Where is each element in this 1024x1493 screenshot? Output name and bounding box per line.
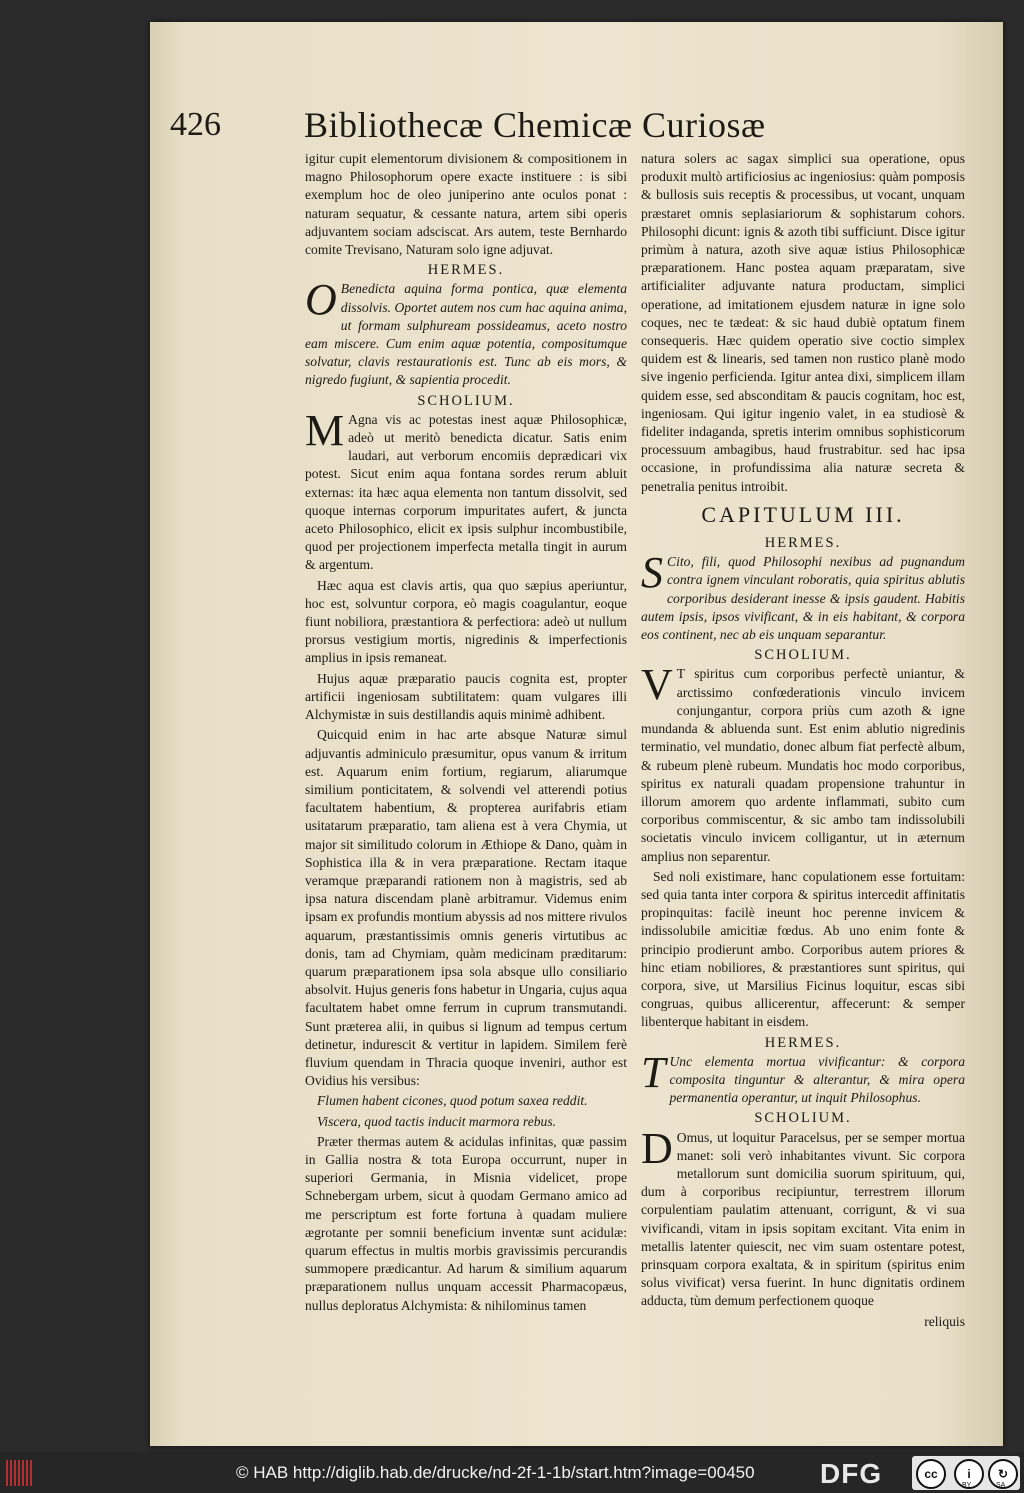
running-title: Bibliothecæ Chemicæ Curiosæ [304, 105, 766, 145]
section-heading: SCHOLIUM. [754, 1110, 852, 1127]
scholium-paragraph: V T spiritus cum corporibus perfectè uniantur, & arctissimo confœderationis vinculo invicem conjungantur, corpora priùs cum azoth & igne mundanda & abluenda sunt. Est enim ablutio nigredinis terminatio, vel mundatio, donec album fiat perfectè album, & rubeum plenè rubeum. Mundatis hoc modo corporibus, spiritus ex naturali quadam propensione trahuntur in illorum amorem quo ardente inflammati, subito cum corporibus commiscentur, & sic ambo tam indissolubili societatis vinculo invicem colligantur, ut in æternum amplius non separentur. [641, 660, 965, 864]
drop-cap: O [305, 275, 337, 325]
hermes-quote: S Cito, fili, quod Philosophi nexibus ad pugnandum contra ignem vinculant roboratis, quia spiritus ablutis corporibus desiderant inesse & ipsis gaudent. Habitis autem ipsis, ipsos vivificant, & in eis habitant, & corpora eos continent, nec ab eis unquam separantur. [641, 548, 965, 643]
copyright-link[interactable]: © HAB http://diglib.hab.de/drucke/nd-2f-1-1b/start.htm?image=00450 [236, 1463, 755, 1482]
cc-icon: cc [916, 1459, 946, 1489]
share-alike-icon: ↻ [988, 1459, 1018, 1489]
scholium-paragraph: D Omus, ut loquitur Paracelsus, per se semper mortua manet: soli verò inhabitantes vivunt. Sic corpora metallorum sunt domicilia suorum spirituum, qui, dum à corporibus recipiuntur, terrestrem illorum corpulentiam paulatim attenuant, corrigunt, & vi sua vivificandi, vitam in ipsis sopitam excitant. Vita enim in metallis latenter quiescit, nec vim suam ostentare potest, prinsquam corpora exaltata, & in spiritum (spiritus enim solus vivificat) versa fuerint. In hunc dignitatis ordinem adducta, tùm demum perfectionem quoque [641, 1123, 965, 1309]
drop-cap: M [305, 405, 345, 455]
verse-line: Viscera, quod tactis inducit marmora rebus. [317, 1113, 557, 1129]
paragraph: Præter thermas autem & acidulas infinitas, quæ passim in Gallia nostra & tota Europa occurrunt, nuper in superiori Germania, in Misnia videlicet, prope Schnebergam urbem, sicut à quodam Germano amico ad me perscriptum est forte fortuna à quadam muliere ægrotante per somnii beneficium inventæ sunt acidulæ: quarum effectus in multis morbis gravissimis percurandis summopere prædicantur. Ad harum & similium aquarum præparationem nullus unquam accessit Pharmacopæus, nullus deploratus Alchymista: & nihilominus tamen [305, 1133, 627, 1313]
running-head [170, 92, 830, 152]
section-heading: HERMES. [427, 262, 505, 279]
scholium-paragraph: M Agna vis ac potestas inest aquæ Philosophicæ, adeò ut meritò benedicta dicatur. Satis enim laudari, aut verborum encomiis deprædicari vix potest. Sicut enim aqua fontana sordes rerum abluit externas: ita hæc aqua elementa non tantum dissolvit, sed quoque internas corporum impuritates aufert, & juncta aceto Philosophico, elicit ex ipsis sulphur incombustibile, quod per projectionem imperfecta metalla tingit in aurum & argentum. [305, 405, 627, 573]
hermes-quote: T Unc elementa mortua vivificantur: & corpora composita tinguntur & alterantur, & mira opera permanentia operantur, ut inquit Philosophus. [641, 1047, 965, 1106]
dfg-logo-icon[interactable]: DFG [820, 1458, 883, 1489]
paragraph: Hæc aqua est clavis artis, qua quo sæpius aperiuntur, hoc est, solvuntur corpora, eò magis coagulantur, eoque fiunt nobiliora, præstantiora & perfectiora: adeò ut nullum prorsus vestigium mortis, nigredinis & imperfectionis amplius in ipsis remaneat. [305, 577, 627, 666]
hab-logo-icon[interactable] [6, 1460, 36, 1486]
section-heading: SCHOLIUM. [754, 647, 852, 664]
section-heading: HERMES. [764, 535, 842, 552]
verse-line: Flumen habent cicones, quod potum saxea reddit. [317, 1093, 588, 1109]
by-label: BY [962, 1482, 972, 1489]
catchword: reliquis [924, 1313, 965, 1329]
chapter-heading: CAPITULUM III. [701, 501, 905, 527]
hermes-quote: O Benedicta aquina forma pontica, quæ elementa dissolvis. Oportet autem nos cum hac aquina anima, ut formam sulphuream possideamus, aceto nostro eam miscere. Cum enim aquæ potentia, compositumque solvatur, clavis restaurationis est. Tunc ab eis mors, & nigredo fugiunt, & sapientia procedit. [305, 275, 627, 388]
paragraph: natura solers ac sagax simplici sua operatione, opus produxit multò artificiosius ac ingeniosius: quàm pomposis & bullosis suis receptis & processibus, ut vocant, unquam præstaret omnis seplasiariorum & sophistarum cohors. Philosophi dicunt: ignis & azoth tibi sufficiunt. Disce igitur primùm à natura, azoth sive aquæ istius Philosophicæ præparationem. Hanc postea aquam præparatam, sive artificialiter adjuvante natura productam, simplici operatione, ad imitationem ejusdem naturæ in igne solo coques, nec te tædeat: & sic haud dubiè optatum finem consequeris. Hæc quidem operatio sive coctio simplex quidem est & linearis, sed tamen non rustico planè modo sive ingenio perficienda. Igitur antea dixi, simplicem illam quidem esse, sed absconditam & paucis cognitam, hoc est, ingeniosam. Qui igitur ingenio valet, in ea studiosè & fideliter indaganda, spretis interim omnibus sophisticorum processuum ambagibus, haud frustrabitur. sed hac ipsa occasione, in profundissima alia naturæ secreta & penetralia penitus introibit. [641, 151, 965, 494]
left-column [305, 150, 627, 1317]
footer-bar [0, 1452, 1024, 1493]
paragraph: Sed noli existimare, hanc copulationem esse fortuitam: sed quia tanta inter corpora & spiritus intercedit affinitatis propinquitas: facilè ineunt hoc perenne invicem & indissolubile amicitiæ fœdus. Ab uno enim fonte & principio prodierunt ambo. Corporibus autem priores & hinc etiam nobiliores, & præstantiores sunt spiritus, qui corpora, sive, ut Marsilius Ficinus loquitur, escas sibi congruas, quibus allicerentur, affecerunt: & semper libenterque habitant in eisdem. [641, 868, 965, 1030]
drop-cap: T [641, 1047, 666, 1097]
paragraph: igitur cupit elementorum divisionem & compositionem in magno Philosophorum opere exacte instituere : is sibi exemplum hoc de oleo juniperino ante oculos ponat : naturam sequatur, & cessante natura, artem sibi operis adjuvantem sociam adsciscat. Ars autem, teste Bernhardo comite Trevisano, Naturam solo igne adjuvat. [305, 151, 627, 258]
right-column [641, 150, 965, 1331]
sa-label: SA [996, 1482, 1006, 1489]
section-heading: HERMES. [764, 1034, 842, 1051]
cc-license-badge[interactable] [912, 1456, 1020, 1490]
section-heading: SCHOLIUM. [417, 392, 515, 409]
drop-cap: S [641, 548, 663, 598]
paragraph: Hujus aquæ præparatio paucis cognita est, propter artificii ingeniosam subtilitatem: quam vulgares illi Alchymistæ in suis destillandis aquis minimè adhibent. [305, 670, 627, 723]
drop-cap: D [641, 1123, 673, 1173]
drop-cap: V [641, 660, 673, 710]
attribution-icon: i [954, 1459, 984, 1489]
page-number: 426 [170, 106, 221, 143]
paragraph: Quicquid enim in hac arte absque Naturæ simul adjuvantis adminiculo præsumitur, opus vanum & irritum est. Aquarum enim fortium, regiarum, aliarumque similium ponticitatem, & solvendi vel atterendi potius facultatem habentium, & propterea aurifabris etiam usitatarum præparatio, tam aliena est à vera Chymia, ut major sit similitudo colorum in Æthiope & Dano, quàm in Sophistica illa & in vera præparatione. Rectam itaque veramque præparandi rationem non à magistris, sed ab ipsa natura discendam planè arbitramur. Videmus enim ipsam ex profundis montium abyssis ad nos mittere rivulos aquarum, præstantissimis omnis generis virtutibus ac donis, tam ad Chymiam, quàm medicinam præditarum: quarum præparationem ipsa sola absque ullo consiliario absolvit. Hujus generis fons habetur in Ungaria, cujus aqua facultatem habet omne ferrum in cuprum transmutandi. Sunt præterea alii, in quibus si lignum ad tempus certum detinetur, indurescit & vertitur in lapidem. Similem ferè fluvium quendam in Thracia quoque inveniri, author est Ovidius his versibus: [305, 727, 627, 1089]
